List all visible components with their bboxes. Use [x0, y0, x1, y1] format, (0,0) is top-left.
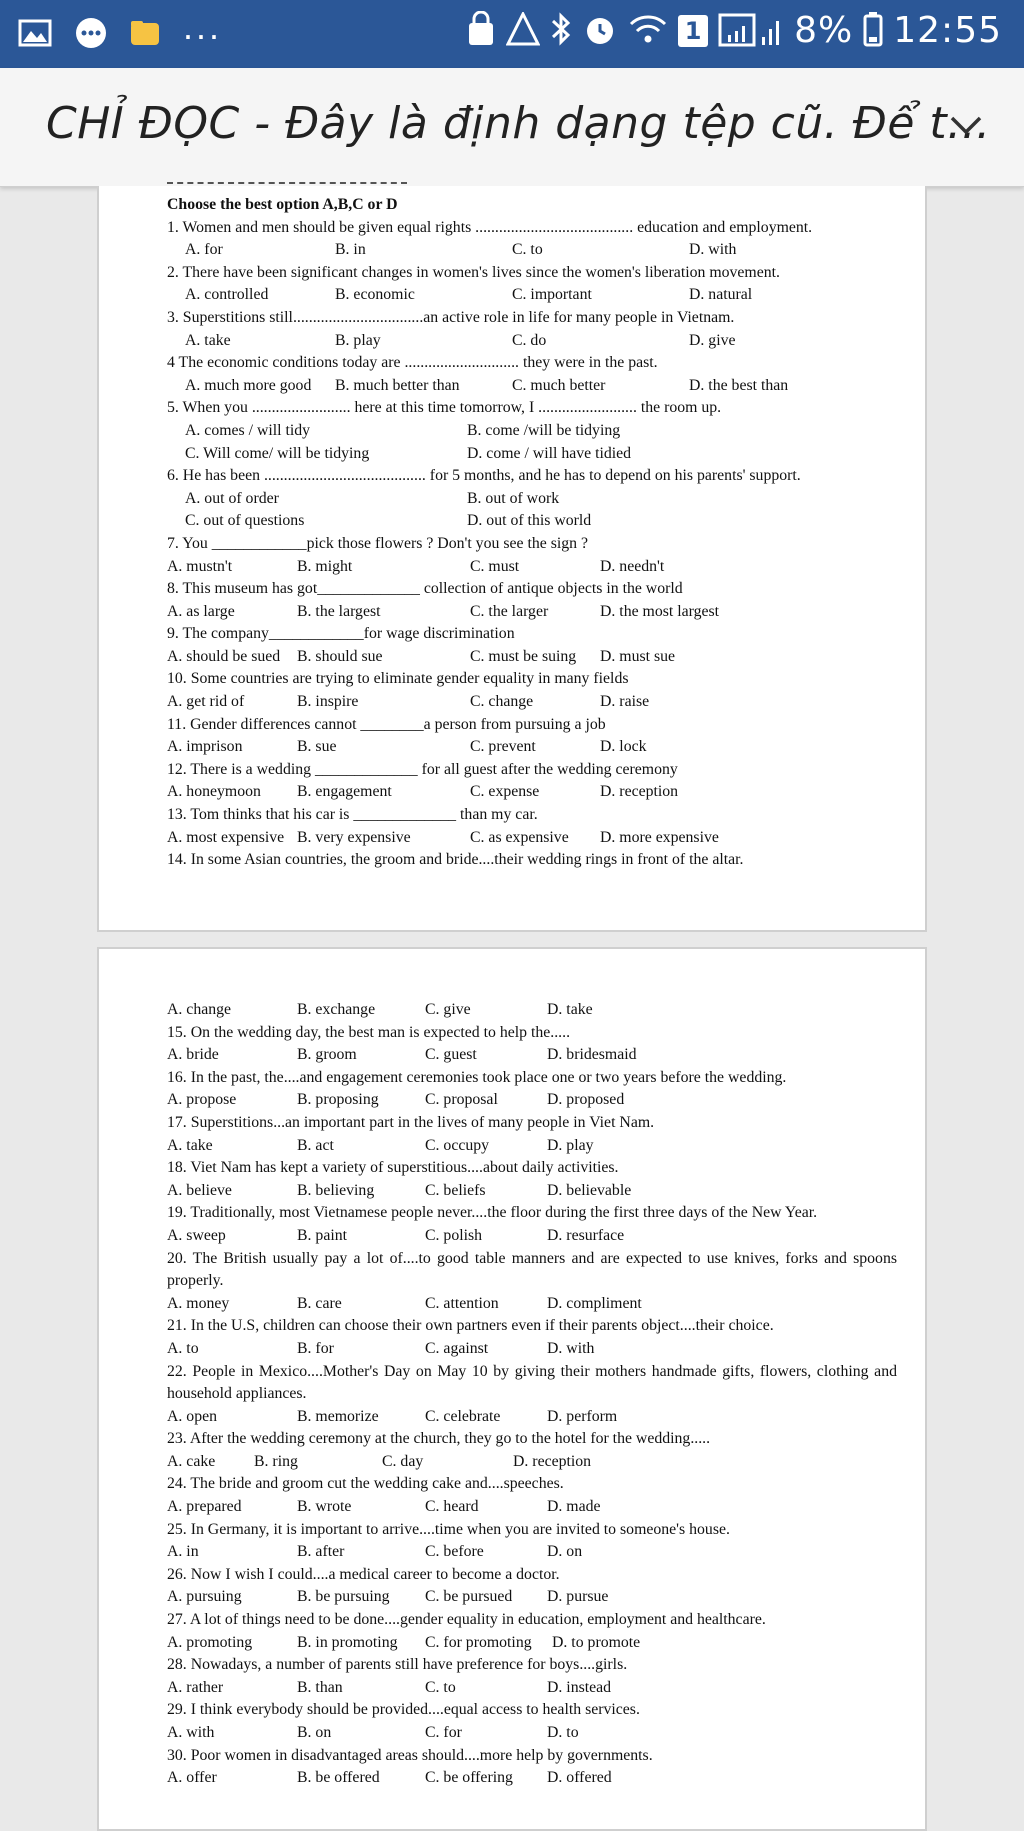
4g-signal-icon [506, 12, 540, 50]
answer-option: B. care [297, 1294, 342, 1312]
answer-option: A. with [167, 1724, 215, 1741]
answer-options [167, 1180, 897, 1203]
document-page-1[interactable] [97, 186, 927, 932]
answer-option: B. come /will be tidying [467, 421, 621, 439]
answer-option: C. as expensive [470, 828, 569, 846]
answer-option: A. take [185, 331, 231, 349]
question-text: 28. Nowadays, a number of parents still have preference for boys....girls. [167, 1656, 628, 1674]
answer-option: A. pursuing [167, 1588, 242, 1606]
answer-option: A. cake [167, 1452, 216, 1470]
answer-option: C. be offering [425, 1769, 513, 1787]
answer-options [167, 330, 897, 353]
answer-option: D. offered [547, 1769, 612, 1787]
answer-option: B. paint [297, 1226, 348, 1244]
answer-option: B. be pursuing [297, 1588, 390, 1606]
answer-option: D. made [547, 1498, 601, 1516]
answer-option: B. act [297, 1136, 334, 1154]
answer-option: D. lock [600, 738, 647, 756]
answer-option: C. the larger [470, 602, 549, 620]
answer-option: C. celebrate [425, 1407, 501, 1425]
answer-option: B. inspire [297, 693, 359, 711]
answer-option: C. day [382, 1452, 424, 1470]
question-text: 1. Women and men should be given equal rights ........................................ education and employment. [167, 218, 813, 236]
answer-option: D. bridesmaid [547, 1046, 637, 1064]
answer-options [167, 999, 897, 1022]
answer-option: D. resurface [547, 1226, 625, 1244]
answer-option: D. take [547, 1001, 593, 1018]
answer-option: C. out of questions [185, 512, 305, 530]
answer-option: A. should be sued [167, 647, 281, 665]
answer-option: A. prepared [167, 1498, 242, 1516]
instruction-heading: Choose the best option A,B,C or D [167, 196, 398, 213]
answer-option: C. to [425, 1678, 456, 1696]
answer-option: D. pursue [547, 1588, 609, 1606]
answer-options [167, 420, 897, 443]
question-text: 21. In the U.S, children can choose their own partners even if their parents object....their choice. [167, 1317, 774, 1335]
answer-option: A. mustn't [167, 557, 233, 575]
answer-option: B. groom [297, 1046, 357, 1064]
answer-option: A. propose [167, 1091, 237, 1109]
answer-options [167, 510, 897, 533]
answer-option: B. be offered [297, 1769, 380, 1787]
answer-option: C. heard [425, 1498, 479, 1516]
question-text: 15. On the wedding day, the best man is expected to help the..... [167, 1023, 571, 1041]
question-text: 29. I think everybody should be provided....equal access to health services. [167, 1701, 640, 1719]
question-text: 23. After the wedding ceremony at the church, they go to the hotel for the wedding..... [167, 1430, 711, 1448]
question-text: 12. There is a wedding _____________ for all guest after the wedding ceremony [167, 760, 678, 778]
answer-option: A. honeymoon [167, 783, 261, 801]
document-page-2[interactable] [97, 947, 927, 1831]
read-only-banner[interactable] [0, 68, 1024, 187]
answer-option: C. to [512, 241, 543, 259]
answer-option: C. must [470, 557, 520, 575]
answer-option: B. ring [254, 1452, 298, 1470]
answer-options [167, 1044, 897, 1067]
answer-option: A. imprison [167, 738, 243, 756]
answer-options [167, 1451, 897, 1474]
answer-option: A. money [167, 1294, 230, 1312]
question-text: 11. Gender differences cannot ________a person from pursuing a job [167, 715, 606, 733]
answer-option: D. reception [513, 1452, 592, 1470]
question-text: 17. Superstitions...an important part in the lives of many people in Viet Nam. [167, 1113, 655, 1131]
answer-option: C. before [425, 1543, 484, 1561]
question-text: 4 The economic conditions today are ............................. they were in the past. [167, 354, 658, 372]
question-text: 3. Superstitions still.................................an active role in life for many people in Vietnam. [167, 308, 735, 326]
answer-option: D. natural [689, 286, 753, 304]
answer-option: D. compliment [547, 1294, 642, 1312]
answer-option: B. engagement [297, 783, 392, 801]
answer-option: A. controlled [185, 286, 269, 304]
messages-icon [74, 16, 108, 55]
answer-option: C. beliefs [425, 1181, 486, 1199]
question-text: 25. In Germany, it is important to arrive....time when you are invited to someone's house. [167, 1520, 730, 1538]
answer-option: A. bride [167, 1046, 219, 1064]
answer-option: C. attention [425, 1294, 499, 1312]
question-text: 30. Poor women in disadvantaged areas should....more help by governments. [167, 1746, 653, 1764]
answer-options [167, 1406, 897, 1429]
question-text: 19. Traditionally, most Vietnamese people never....the floor during the first three days of the New Year. [167, 1204, 818, 1222]
answer-option: C. prevent [470, 738, 536, 756]
answer-option: D. the most largest [600, 602, 720, 620]
document-text-page-1 [167, 194, 897, 872]
gallery-icon [18, 19, 52, 52]
answer-option: A. change [167, 1001, 232, 1018]
answer-option: B. for [297, 1339, 334, 1357]
answer-option: D. instead [547, 1678, 612, 1696]
answer-options [167, 827, 897, 850]
answer-option: B. in promoting [297, 1633, 398, 1651]
question-text: 5. When you ......................... here at this time tomorrow, I ......................... the room up. [167, 399, 722, 417]
answer-option: B. on [297, 1724, 332, 1741]
answer-option: A. comes / will tidy [185, 421, 311, 439]
answer-option: D. needn't [600, 557, 665, 575]
answer-option: D. proposed [547, 1091, 625, 1109]
answer-options [167, 601, 897, 624]
answer-option: C. give [425, 1001, 471, 1018]
answer-option: C. occupy [425, 1136, 490, 1154]
answer-option: B. wrote [297, 1498, 352, 1516]
status-bar [0, 0, 1024, 68]
answer-options [167, 1767, 897, 1790]
question-text: 27. A lot of things need to be done....gender equality in education, employment and healthcare. [167, 1611, 766, 1629]
answer-option: C. guest [425, 1046, 477, 1064]
answer-option: A. open [167, 1407, 218, 1425]
question-text: 6. He has been ......................................... for 5 months, and he has to depend on his parents' support. [167, 467, 801, 485]
answer-option: B. play [335, 331, 381, 349]
answer-option: B. much better than [335, 376, 460, 394]
question-text: 7. You ____________pick those flowers ? Don't you see the sign ? [167, 534, 588, 552]
answer-option: B. out of work [467, 489, 560, 507]
answer-options [167, 1632, 897, 1655]
folder-icon [130, 19, 160, 52]
battery-percent: 8% [794, 10, 854, 51]
signal-strength-icon [718, 11, 784, 51]
answer-options [167, 1089, 897, 1112]
answer-options [167, 646, 897, 669]
question-text: 22. People in Mexico....Mother's Day on May 10 by giving their mothers handmade gifts, flowers, clothing and household appliances. [167, 1362, 897, 1403]
answer-option: D. reception [600, 783, 679, 801]
answer-option: D. with [547, 1339, 595, 1357]
answer-option: B. economic [335, 286, 415, 304]
answer-option: B. might [297, 557, 353, 575]
question-text: 20. The British usually pay a lot of....to good table manners and are expected to use knives, forks and spoons properly. [167, 1249, 897, 1290]
bluetooth-icon [550, 11, 572, 51]
answer-option: D. perform [547, 1407, 618, 1425]
answer-option: C. polish [425, 1226, 483, 1244]
answer-option: D. come / will have tidied [467, 444, 632, 462]
answer-option: C. must be suing [470, 647, 577, 665]
answer-option: B. after [297, 1543, 345, 1561]
answer-options [167, 736, 897, 759]
answer-options [167, 691, 897, 714]
answer-option: B. the largest [297, 602, 381, 620]
answer-option: D. to [547, 1724, 579, 1741]
answer-options [167, 1225, 897, 1248]
answer-option: D. with [689, 241, 737, 259]
answer-options [167, 1586, 897, 1609]
answer-option: A. in [167, 1543, 199, 1561]
answer-options [167, 1496, 897, 1519]
answer-option: A. believe [167, 1181, 232, 1199]
answer-options [167, 781, 897, 804]
answer-option: C. expense [470, 783, 540, 801]
answer-option: B. sue [297, 738, 337, 756]
battery-icon [863, 11, 883, 51]
question-text: 9. The company____________for wage discrimination [167, 625, 515, 643]
question-text: 2. There have been significant changes in women's lives since the women's liberation movement. [167, 263, 780, 281]
answer-option: D. believable [547, 1181, 632, 1199]
document-text-page-2 [167, 999, 897, 1790]
answer-option: B. proposing [297, 1091, 379, 1109]
answer-option: A. take [167, 1136, 213, 1154]
answer-option: C. for promoting [425, 1633, 532, 1651]
answer-option: C. against [425, 1339, 489, 1357]
answer-option: D. to promote [552, 1633, 641, 1651]
banner-title: CHỈ ĐỌC - Đây là định dạng tệp cũ. Để t... [46, 98, 991, 149]
question-text: 8. This museum has got_____________ collection of antique objects in the world [167, 580, 683, 598]
answer-option: A. promoting [167, 1633, 253, 1651]
answer-option: A. out of order [185, 489, 279, 507]
question-text: 26. Now I wish I could....a medical career to become a doctor. [167, 1565, 560, 1583]
vpn-lock-icon [466, 11, 496, 51]
answer-option: C. important [512, 286, 592, 304]
answer-option: C. much better [512, 376, 606, 394]
answer-options [167, 375, 897, 398]
answer-options [167, 556, 897, 579]
question-text: 14. In some Asian countries, the groom and bride....their wedding rings in front of the altar. [167, 851, 744, 869]
answer-option: C. be pursued [425, 1588, 513, 1606]
answer-option: B. believing [297, 1181, 375, 1199]
answer-option: A. most expensive [167, 828, 285, 846]
alarm-icon [582, 11, 618, 51]
question-text: 13. Tom thinks that his car is _____________ than my car. [167, 806, 538, 824]
answer-option: A. get rid of [167, 693, 245, 711]
answer-option: A. as large [167, 602, 235, 620]
answer-option: C. proposal [425, 1091, 498, 1109]
wifi-icon [628, 12, 668, 50]
answer-options [167, 1338, 897, 1361]
answer-options [167, 1135, 897, 1158]
answer-option: D. the best than [689, 376, 789, 394]
answer-option: A. sweep [167, 1226, 226, 1244]
answer-option: B. very expensive [297, 828, 411, 846]
answer-options [167, 1722, 897, 1745]
answer-option: B. than [297, 1678, 343, 1696]
question-text: 16. In the past, the....and engagement ceremonies took place one or two years before the wedding. [167, 1068, 787, 1086]
answer-option: B. exchange [297, 1001, 376, 1018]
answer-options [167, 1293, 897, 1316]
answer-options [167, 284, 897, 307]
answer-option: D. out of this world [467, 512, 592, 530]
sim-badge: 1 [678, 15, 708, 47]
chevron-down-icon[interactable] [948, 112, 984, 140]
answer-option: D. on [547, 1543, 583, 1561]
clock: 12:55 [893, 10, 1002, 51]
page-cut-edge [167, 182, 407, 188]
overflow-indicator: ··· [182, 14, 221, 55]
answer-option: D. more expensive [600, 828, 719, 846]
answer-option: D. play [547, 1136, 594, 1154]
answer-options [167, 488, 897, 511]
answer-option: D. give [689, 331, 736, 349]
answer-options [167, 443, 897, 466]
answer-option: C. for [425, 1724, 462, 1741]
answer-option: A. offer [167, 1769, 217, 1787]
answer-option: A. rather [167, 1678, 224, 1696]
answer-options [167, 1677, 897, 1700]
answer-option: D. raise [600, 693, 650, 711]
answer-options [167, 239, 897, 262]
question-text: 10. Some countries are trying to eliminate gender equality in many fields [167, 670, 629, 688]
question-text: 24. The bride and groom cut the wedding cake and....speeches. [167, 1475, 564, 1493]
answer-option: C. change [470, 693, 534, 711]
answer-option: B. should sue [297, 647, 383, 665]
answer-options [167, 1541, 897, 1564]
answer-option: A. for [185, 241, 223, 259]
answer-option: D. must sue [600, 647, 676, 665]
question-text: 18. Viet Nam has kept a variety of superstitious....about daily activities. [167, 1159, 619, 1177]
answer-option: A. much more good [185, 376, 312, 394]
answer-option: B. in [335, 241, 366, 259]
answer-option: C. Will come/ will be tidying [185, 444, 370, 462]
answer-option: B. memorize [297, 1407, 379, 1425]
answer-option: C. do [512, 331, 547, 349]
answer-option: A. to [167, 1339, 199, 1357]
